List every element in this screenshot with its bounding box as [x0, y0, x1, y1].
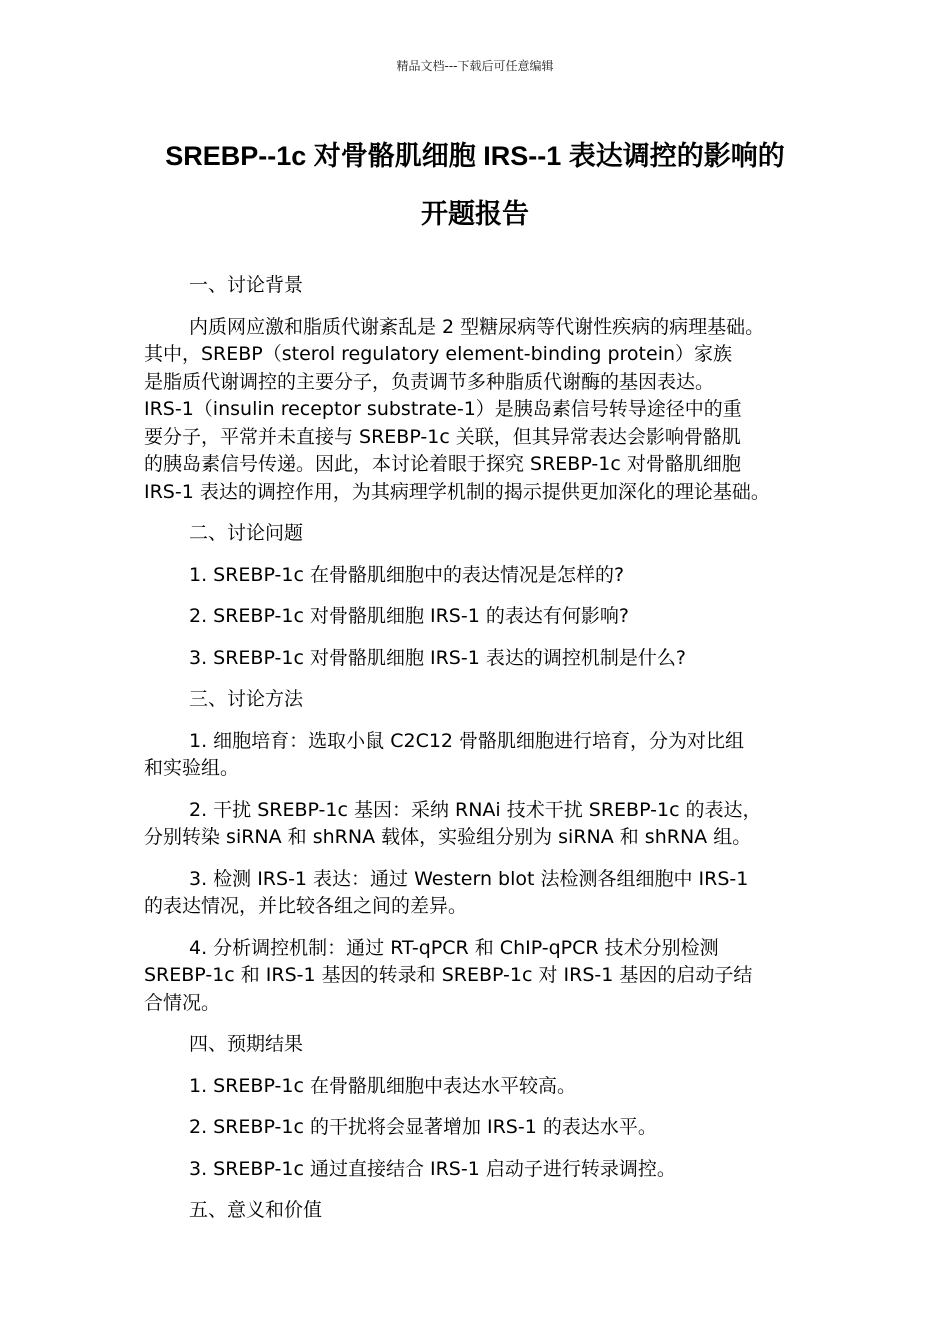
method-item [144, 935, 824, 1018]
question-item: 3. SREBP-1c 对骨骼肌细胞 IRS-1 表达的调控机制是什么? [189, 646, 686, 669]
result-item: 1. SREBP-1c 在骨骼肌细胞中表达水平较高。 [189, 1074, 576, 1097]
background-line: IRS-1 表达的调控作用，为其病理学机制的揭示提供更加深化的理论基础。 [144, 480, 770, 503]
section-heading-significance: 五、意义和价值 [189, 1199, 323, 1221]
method-line: 1. 细胞培育：选取小鼠 C2C12 骨骼肌细胞进行培育，分为对比组 [189, 729, 745, 752]
method-line: 3. 检测 IRS-1 表达：通过 Western blot 法检测各组细胞中 IRS-1 [189, 867, 749, 890]
section-heading-questions: 二、讨论问题 [189, 522, 304, 544]
method-line: 2. 干扰 SREBP-1c 基因：采纳 RNAi 技术干扰 SREBP-1c 的表达， [189, 798, 762, 821]
header-note: 精品文档---下载后可任意编辑 [396, 59, 554, 73]
result-item: 3. SREBP-1c 通过直接结合 IRS-1 启动子进行转录调控。 [189, 1157, 676, 1180]
section-heading-expected-results: 四、预期结果 [189, 1033, 304, 1055]
method-line: 分别转染 siRNA 和 shRNA 载体，实验组分别为 siRNA 和 shRNA 组。 [144, 826, 752, 848]
method-item [144, 866, 824, 921]
method-line: 合情况。 [144, 991, 221, 1014]
document-body [144, 272, 824, 1225]
method-item [144, 797, 824, 852]
question-item: 1. SREBP-1c 在骨骼肌细胞中的表达情况是怎样的? [189, 563, 625, 586]
method-item [144, 728, 824, 783]
document-title-line-1: SREBP--1c 对骨骼肌细胞 IRS--1 表达调控的影响的 [165, 141, 785, 171]
section-heading-background: 一、讨论背景 [189, 274, 304, 296]
background-line: 是脂质代谢调控的主要分子，负责调节多种脂质代谢酶的基因表达。 [144, 370, 715, 393]
background-line: 要分子，平常并未直接与 SREBP-1c 关联，但其异常表达会影响骨骼肌 [144, 425, 741, 448]
method-line: 和实验组。 [144, 757, 240, 779]
background-paragraph [144, 314, 824, 507]
background-line: IRS-1（insulin receptor substrate-1）是胰岛素信号转导途径中的重 [144, 398, 742, 420]
background-line: 内质网应激和脂质代谢紊乱是 2 型糖尿病等代谢性疾病的病理基础。 [189, 315, 765, 338]
background-line: 其中，SREBP（sterol regulatory element-binding protein）家族 [144, 343, 733, 365]
method-line: SREBP-1c 和 IRS-1 基因的转录和 SREBP-1c 对 IRS-1 基因的启动子结 [144, 964, 753, 986]
background-line: 的胰岛素信号传递。因此，本讨论着眼于探究 SREBP-1c 对骨骼肌细胞 [144, 453, 741, 475]
method-line: 4. 分析调控机制：通过 RT-qPCR 和 ChIP-qPCR 技术分别检测 [189, 936, 719, 959]
result-item: 2. SREBP-1c 的干扰将会显著增加 IRS-1 的表达水平。 [189, 1116, 657, 1138]
question-item: 2. SREBP-1c 对骨骼肌细胞 IRS-1 的表达有何影响? [189, 605, 629, 627]
document-title-line-2: 开题报告 [421, 199, 529, 229]
method-line: 的表达情况，并比较各组之间的差异。 [144, 895, 468, 917]
section-heading-methods: 三、讨论方法 [189, 688, 304, 710]
